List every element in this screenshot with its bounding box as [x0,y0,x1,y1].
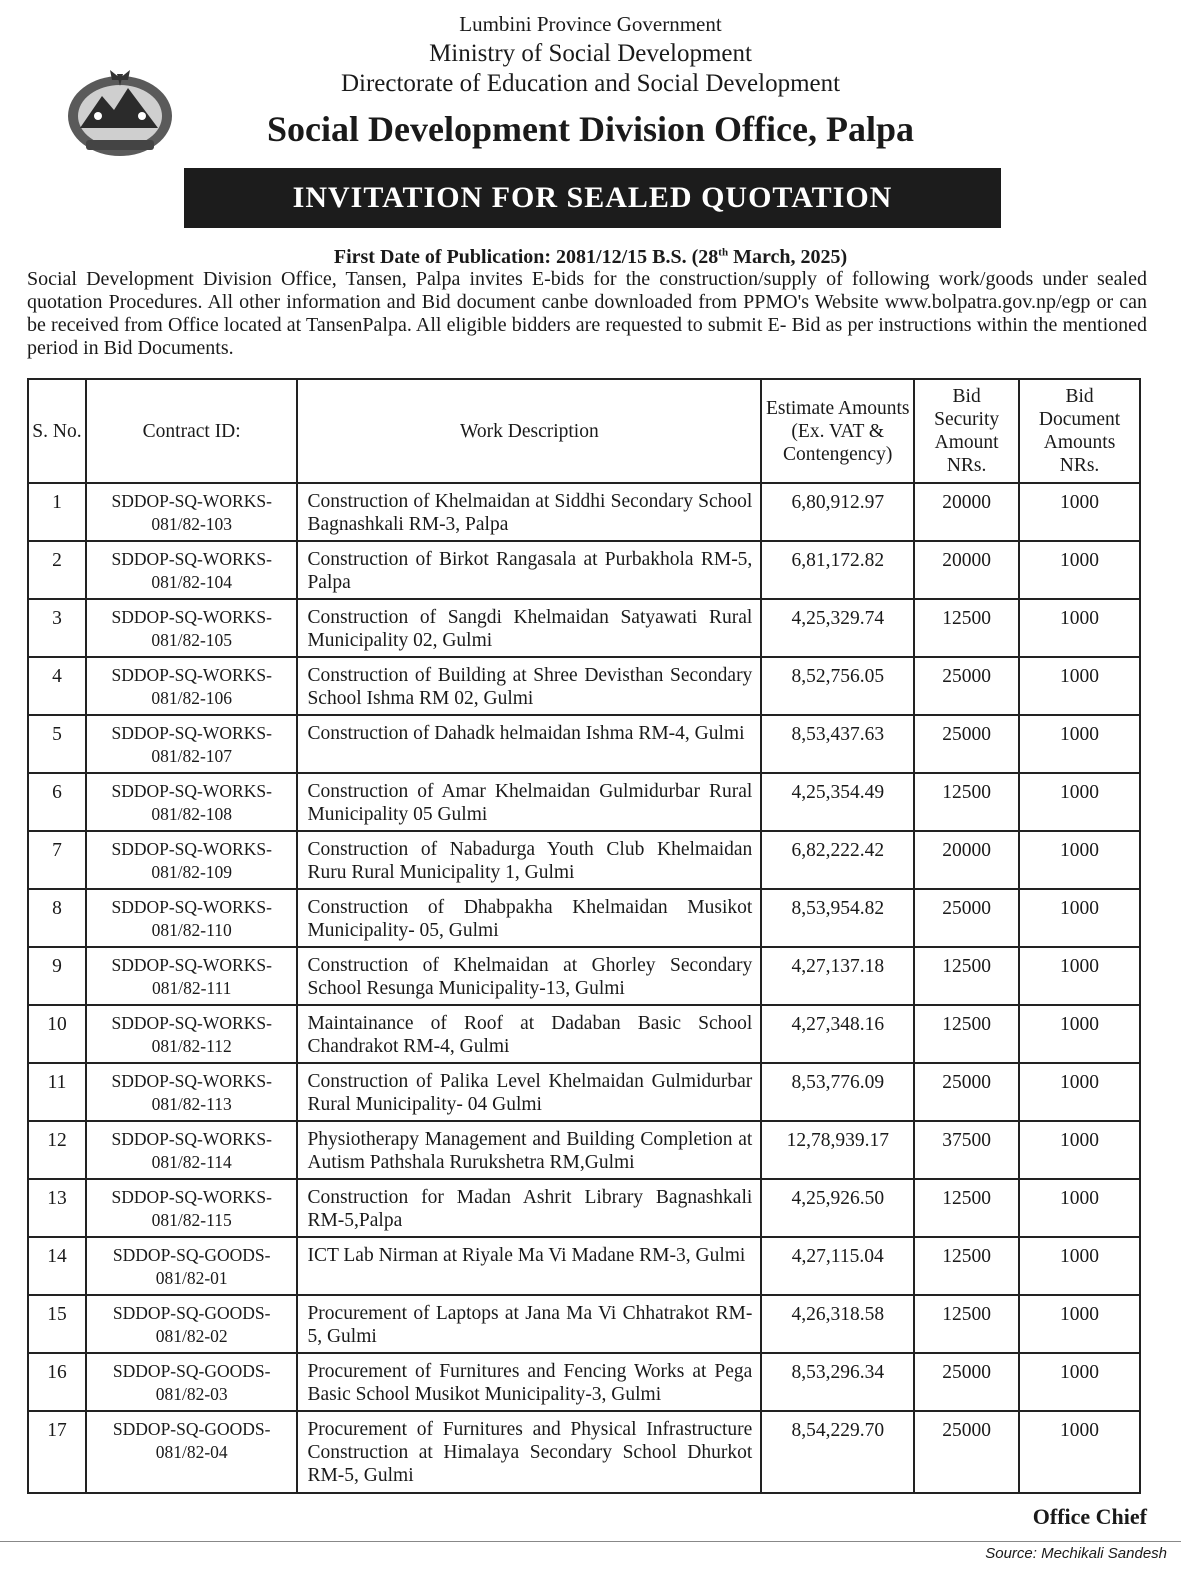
contract-id-number: 081/82-04 [155,1442,228,1462]
row-bid-security: 12500 [914,947,1019,1005]
office-chief-signature: Office Chief [1032,1504,1147,1529]
publication-date [0,246,1181,269]
row-contract-id [86,1121,298,1179]
table-row [28,1295,1140,1353]
header-bid-security: Bid Security Amount NRs. [914,379,1019,483]
row-contract-id [86,773,298,831]
contract-id-prefix: SDDOP-SQ-WORKS- [111,781,272,801]
table-row [28,1063,1140,1121]
contract-id-prefix: SDDOP-SQ-WORKS- [111,1071,272,1091]
contract-id-prefix: SDDOP-SQ-WORKS- [111,491,272,511]
row-sn: 9 [28,947,86,1005]
directorate-title: Directorate of Education and Social Development [340,70,841,97]
row-estimate-amount: 6,80,912.97 [761,483,914,541]
contract-id-number: 081/82-103 [151,514,233,534]
table-row [28,657,1140,715]
row-bid-security: 20000 [914,541,1019,599]
row-bid-security: 25000 [914,657,1019,715]
row-bid-document: 1000 [1019,947,1140,1005]
contract-id-prefix: SDDOP-SQ-WORKS- [111,1129,272,1149]
row-estimate-amount: 4,25,354.49 [761,773,914,831]
table-row [28,599,1140,657]
row-bid-security: 12500 [914,599,1019,657]
table-row [28,1005,1140,1063]
contract-id-number: 081/82-106 [151,688,233,708]
row-bid-document: 1000 [1019,657,1140,715]
row-bid-document: 1000 [1019,599,1140,657]
row-estimate-amount: 4,27,348.16 [761,1005,914,1063]
table-row [28,773,1140,831]
row-contract-id [86,831,298,889]
header-estimate-amount: Estimate Amounts (Ex. VAT & Contengency) [761,379,914,483]
contract-id-number: 081/82-115 [151,1210,232,1230]
row-contract-id [86,947,298,1005]
contract-id-prefix: SDDOP-SQ-WORKS- [111,607,272,627]
table-row [28,1411,1140,1493]
row-bid-document: 1000 [1019,715,1140,773]
row-work-description: Construction of Dahadk helmaidan Ishma RM-4, Gulmi [297,715,761,773]
row-contract-id [86,1353,298,1411]
table-row [28,715,1140,773]
row-contract-id [86,1179,298,1237]
row-bid-security: 37500 [914,1121,1019,1179]
header-bid-document: Bid Document Amounts NRs. [1019,379,1140,483]
row-work-description: Construction of Sangdi Khelmaidan Satyawati Rural Municipality 02, Gulmi [297,599,761,657]
bid-table [27,378,1141,1494]
row-work-description: Construction of Birkot Rangasala at Purbakhola RM-5, Palpa [297,541,761,599]
row-contract-id [86,1005,298,1063]
row-bid-document: 1000 [1019,483,1140,541]
contract-id-number: 081/82-110 [151,920,232,940]
table-row [28,1179,1140,1237]
row-work-description: Procurement of Laptops at Jana Ma Vi Chhatrakot RM-5, Gulmi [297,1295,761,1353]
row-bid-document: 1000 [1019,541,1140,599]
row-bid-security: 12500 [914,1005,1019,1063]
row-sn: 12 [28,1121,86,1179]
contract-id-prefix: SDDOP-SQ-WORKS- [111,549,272,569]
row-estimate-amount: 4,27,115.04 [761,1237,914,1295]
publication-date-sup: th [718,246,729,259]
row-work-description: Physiotherapy Management and Building Completion at Autism Pathshala Rurukshetra RM,Gulmi [297,1121,761,1179]
row-work-description: Construction of Palika Level Khelmaidan Gulmidurbar Rural Municipality- 04 Gulmi [297,1063,761,1121]
row-work-description: Procurement of Furnitures and Fencing Works at Pega Basic School Musikot Municipality-3, Gulmi [297,1353,761,1411]
row-bid-document: 1000 [1019,1179,1140,1237]
row-bid-document: 1000 [1019,1411,1140,1493]
header-contract-id: Contract ID: [86,379,298,483]
contract-id-number: 081/82-105 [151,630,233,650]
contract-id-prefix: SDDOP-SQ-GOODS- [112,1419,271,1439]
footer-divider [0,1541,1181,1542]
table-row [28,541,1140,599]
row-work-description: Construction of Khelmaidan at Siddhi Secondary School Bagnashkali RM-3, Palpa [297,483,761,541]
table-header-row [28,379,1140,483]
row-contract-id [86,1295,298,1353]
row-contract-id [86,541,298,599]
row-bid-document: 1000 [1019,889,1140,947]
row-estimate-amount: 6,82,222.42 [761,831,914,889]
row-sn: 11 [28,1063,86,1121]
row-sn: 1 [28,483,86,541]
province-title: Lumbini Province Government [459,12,722,36]
contract-id-number: 081/82-109 [151,862,233,882]
row-work-description: Procurement of Furnitures and Physical Infrastructure Construction at Himalaya Secondary School Dhurkot RM-5, Gulmi [297,1411,761,1493]
header-work-description: Work Description [297,379,761,483]
contract-id-prefix: SDDOP-SQ-WORKS- [111,723,272,743]
row-bid-security: 12500 [914,773,1019,831]
publication-date-prefix: First Date of Publication: 2081/12/15 B.S. (28 [333,246,719,268]
row-sn: 14 [28,1237,86,1295]
header-sn: S. No. [28,379,86,483]
contract-id-number: 081/82-03 [155,1384,228,1404]
row-estimate-amount: 8,53,296.34 [761,1353,914,1411]
contract-id-prefix: SDDOP-SQ-GOODS- [112,1361,271,1381]
table-row [28,1237,1140,1295]
table-row [28,483,1140,541]
row-bid-security: 12500 [914,1295,1019,1353]
row-sn: 7 [28,831,86,889]
contract-id-prefix: SDDOP-SQ-WORKS- [111,1013,272,1033]
row-bid-security: 25000 [914,889,1019,947]
row-estimate-amount: 4,26,318.58 [761,1295,914,1353]
row-sn: 10 [28,1005,86,1063]
contract-id-number: 081/82-02 [155,1326,228,1346]
row-estimate-amount: 8,52,756.05 [761,657,914,715]
row-sn: 3 [28,599,86,657]
contract-id-number: 081/82-112 [151,1036,232,1056]
table-row [28,1353,1140,1411]
row-work-description: Construction for Madan Ashrit Library Bagnashkali RM-5,Palpa [297,1179,761,1237]
contract-id-prefix: SDDOP-SQ-GOODS- [112,1245,271,1265]
row-contract-id [86,1237,298,1295]
row-estimate-amount: 4,25,926.50 [761,1179,914,1237]
row-contract-id [86,599,298,657]
row-sn: 17 [28,1411,86,1493]
row-estimate-amount: 6,81,172.82 [761,541,914,599]
row-contract-id [86,889,298,947]
row-bid-security: 25000 [914,1353,1019,1411]
table-row [28,831,1140,889]
row-bid-security: 12500 [914,1179,1019,1237]
table-row [28,947,1140,1005]
contract-id-number: 081/82-104 [151,572,233,592]
row-bid-security: 12500 [914,1237,1019,1295]
row-estimate-amount: 12,78,939.17 [761,1121,914,1179]
row-bid-security: 25000 [914,715,1019,773]
row-sn: 2 [28,541,86,599]
office-title: Social Development Division Office, Palpa [267,109,914,149]
contract-id-prefix: SDDOP-SQ-GOODS- [112,1303,271,1323]
contract-id-number: 081/82-113 [151,1094,232,1114]
source-credit: Source: Mechikali Sandesh [985,1545,1167,1562]
row-bid-document: 1000 [1019,1353,1140,1411]
row-estimate-amount: 4,25,329.74 [761,599,914,657]
row-estimate-amount: 8,53,776.09 [761,1063,914,1121]
row-bid-document: 1000 [1019,1295,1140,1353]
contract-id-prefix: SDDOP-SQ-WORKS- [111,955,272,975]
row-work-description: Construction of Amar Khelmaidan Gulmidurbar Rural Municipality 05 Gulmi [297,773,761,831]
contract-id-number: 081/82-108 [151,804,233,824]
row-sn: 6 [28,773,86,831]
row-contract-id [86,483,298,541]
row-bid-document: 1000 [1019,773,1140,831]
row-work-description: Maintainance of Roof at Dadaban Basic School Chandrakot RM-4, Gulmi [297,1005,761,1063]
contract-id-number: 081/82-107 [151,746,233,766]
contract-id-number: 081/82-111 [151,978,232,998]
row-work-description: Construction of Building at Shree Devisthan Secondary School Ishma RM 02, Gulmi [297,657,761,715]
row-bid-security: 25000 [914,1063,1019,1121]
ministry-title: Ministry of Social Development [429,40,752,67]
contract-id-prefix: SDDOP-SQ-WORKS- [111,897,272,917]
notice-banner: INVITATION FOR SEALED QUOTATION [184,168,1001,228]
row-contract-id [86,1063,298,1121]
row-work-description: Construction of Khelmaidan at Ghorley Secondary School Resunga Municipality-13, Gulmi [297,947,761,1005]
row-work-description: Construction of Nabadurga Youth Club Khelmaidan Ruru Rural Municipality 1, Gulmi [297,831,761,889]
row-estimate-amount: 8,53,437.63 [761,715,914,773]
row-work-description: Construction of Dhabpakha Khelmaidan Musikot Municipality- 05, Gulmi [297,889,761,947]
intro-paragraph: Social Development Division Office, Tansen, Palpa invites E-bids for the construction/supply of following work/goods under sealed quotation Procedures. All other information and Bid document canbe downloaded from PPMO's Website www.bolpatra.gov.np/egp or can be received from Office located at TansenPalpa. All eligible bidders are requested to submit E- Bid as per instructions within the mentioned period in Bid Documents. [27,268,1147,359]
row-estimate-amount: 8,53,954.82 [761,889,914,947]
row-bid-security: 20000 [914,831,1019,889]
contract-id-prefix: SDDOP-SQ-WORKS- [111,839,272,859]
row-sn: 16 [28,1353,86,1411]
row-contract-id [86,1411,298,1493]
contract-id-prefix: SDDOP-SQ-WORKS- [111,1187,272,1207]
contract-id-prefix: SDDOP-SQ-WORKS- [111,665,272,685]
row-sn: 4 [28,657,86,715]
row-bid-document: 1000 [1019,831,1140,889]
row-sn: 8 [28,889,86,947]
contract-id-number: 081/82-114 [151,1152,232,1172]
row-bid-security: 25000 [914,1411,1019,1493]
row-work-description: ICT Lab Nirman at Riyale Ma Vi Madane RM-3, Gulmi [297,1237,761,1295]
row-sn: 13 [28,1179,86,1237]
row-sn: 15 [28,1295,86,1353]
contract-id-number: 081/82-01 [155,1268,228,1288]
row-bid-document: 1000 [1019,1005,1140,1063]
row-estimate-amount: 4,27,137.18 [761,947,914,1005]
row-bid-document: 1000 [1019,1063,1140,1121]
row-estimate-amount: 8,54,229.70 [761,1411,914,1493]
row-contract-id [86,657,298,715]
row-bid-document: 1000 [1019,1121,1140,1179]
publication-date-suffix: March, 2025) [728,246,848,268]
row-sn: 5 [28,715,86,773]
table-row [28,1121,1140,1179]
table-row [28,889,1140,947]
row-bid-security: 20000 [914,483,1019,541]
row-bid-document: 1000 [1019,1237,1140,1295]
row-contract-id [86,715,298,773]
